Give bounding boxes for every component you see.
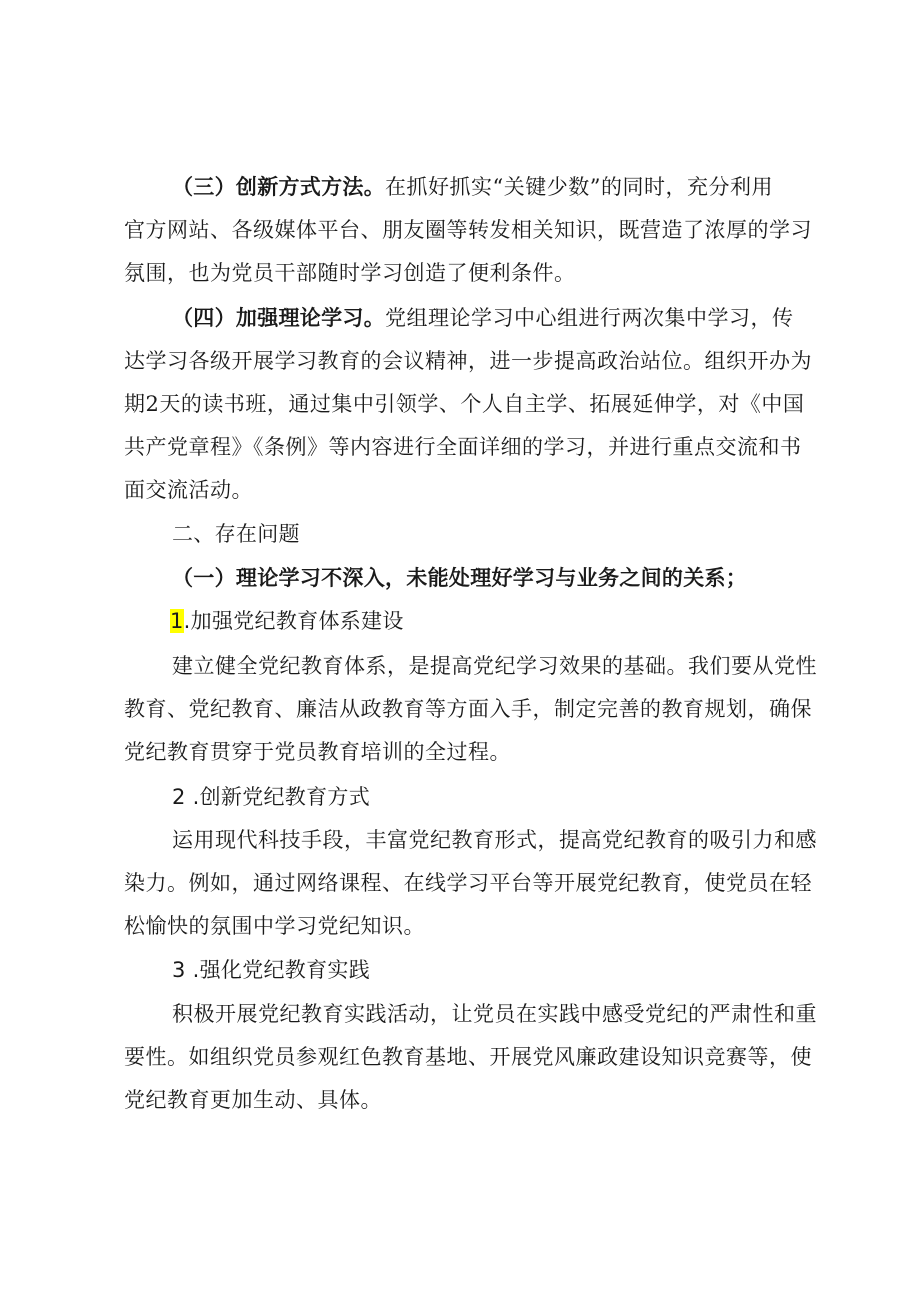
item1-line3: 党纪教育贯穿于党员教育培训的全过程。	[124, 740, 511, 764]
item3-title: 3 .强化党纪教育实践	[172, 958, 371, 982]
section3-line3: 氛围，也为党员干部随时学习创造了便利条件。	[124, 261, 576, 285]
section3-heading: （三）创新方式方法。	[172, 175, 385, 199]
section4-line4: 共产党章程》《条例》等内容进行全面详细的学习，并进行重点交流和书	[124, 435, 802, 459]
item2-title: 2 .创新党纪教育方式	[172, 785, 371, 809]
section4-line3: 期2天的读书班，通过集中引领学、个人自主学、拓展延伸学，对《中国	[124, 392, 805, 416]
item2-line1: 运用现代科技手段，丰富党纪教育形式，提高党纪教育的吸引力和感	[172, 828, 817, 852]
section4-line2: 达学习各级开展学习教育的会议精神，进一步提高政治站位。组织开办为	[124, 349, 812, 373]
item1-number: 1	[170, 609, 184, 633]
item2-line2: 染力。例如，通过网络课程、在线学习平台等开展党纪教育，使党员在轻	[124, 871, 812, 895]
item1-title: .加强党纪教育体系建设	[183, 609, 404, 633]
item1-line2: 教育、党纪教育、廉洁从政教育等方面入手，制定完善的教育规划，确保	[124, 697, 812, 721]
part2-subheading: （一）理论学习不深入，未能处理好学习与业务之间的关系；	[172, 566, 748, 590]
section3-line2: 官方网站、各级媒体平台、朋友圈等转发相关知识，既营造了浓厚的学习	[124, 218, 812, 242]
section3-text: 在抓好抓实“关键少数”的同时，充分利用	[385, 175, 773, 199]
item2-line3: 松愉快的氛围中学习党纪知识。	[124, 914, 425, 938]
item1-line1: 建立健全党纪教育体系，是提高党纪学习效果的基础。我们要从党性	[172, 654, 817, 678]
item3-line3: 党纪教育更加生动、具体。	[124, 1088, 382, 1112]
item3-line2: 要性。如组织党员参观红色教育基地、开展党风廉政建设知识竞赛等，使	[124, 1045, 812, 1069]
section3-line1	[172, 172, 814, 202]
part2-title: 二、存在问题	[172, 522, 300, 546]
section4-line1	[172, 303, 814, 333]
section4-text: 党组理论学习中心组进行两次集中学习，传	[385, 306, 794, 330]
item1-title-line	[170, 606, 860, 636]
item3-line1: 积极开展党纪教育实践活动，让党员在实践中感受党纪的严肃性和重	[172, 1002, 817, 1026]
section4-line5: 面交流活动。	[124, 478, 253, 502]
section4-heading: （四）加强理论学习。	[172, 306, 385, 330]
